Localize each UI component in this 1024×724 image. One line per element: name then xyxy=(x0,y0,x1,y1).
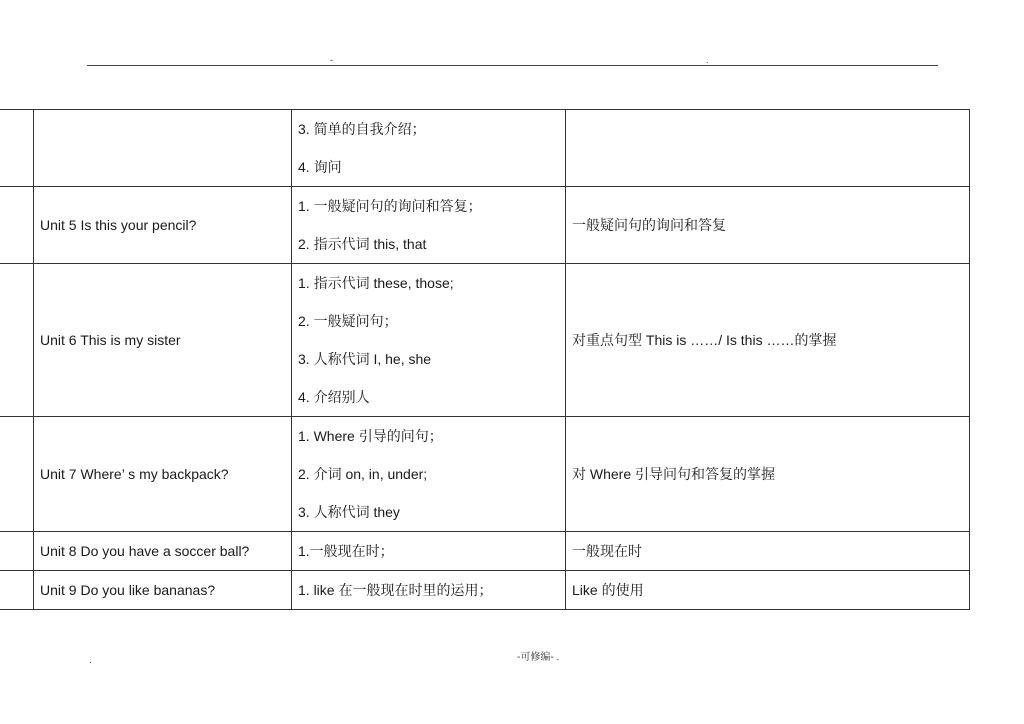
margin-cell xyxy=(0,264,34,417)
footer-note: -可修编- . xyxy=(517,652,560,663)
knowledge-point: 1. 一般疑问句的询问和答复； xyxy=(298,198,482,214)
focus-cell: 对 Where 引导问句和答复的掌握 xyxy=(566,417,970,532)
knowledge-point: 3. 人称代词 I, he, she xyxy=(298,351,432,367)
header-rule xyxy=(87,65,938,66)
table-row xyxy=(0,187,970,264)
header-mark-right: . xyxy=(706,55,709,65)
unit-title-cell: Unit 6 This is my sister xyxy=(34,264,292,417)
focus-cell: 对重点句型 This is ……/ Is this ……的掌握 xyxy=(566,264,970,417)
curriculum-table-body xyxy=(0,110,970,610)
table-row xyxy=(0,532,970,571)
margin-cell xyxy=(0,532,34,571)
unit-title-cell: Unit 7 Where’ s my backpack? xyxy=(34,417,292,532)
footer-dot: . xyxy=(89,655,92,666)
knowledge-point: 2. 介词 on, in, under; xyxy=(298,466,428,482)
unit-title-cell: Unit 8 Do you have a soccer ball? xyxy=(34,532,292,571)
unit-title-cell xyxy=(34,110,292,187)
focus-cell: Like 的使用 xyxy=(566,571,970,610)
knowledge-points-cell xyxy=(292,532,566,571)
knowledge-point: 1. Where 引导的问句； xyxy=(298,428,443,444)
knowledge-points-cell xyxy=(292,571,566,610)
knowledge-points-cell xyxy=(292,110,566,187)
knowledge-point: 1. 指示代词 these, those; xyxy=(298,275,454,291)
knowledge-points-cell xyxy=(292,187,566,264)
margin-cell xyxy=(0,187,34,264)
knowledge-point: 1. like 在一般现在时里的运用； xyxy=(298,582,493,598)
table-row xyxy=(0,417,970,532)
knowledge-point: 4. 介绍别人 xyxy=(298,389,370,405)
knowledge-point: 2. 一般疑问句； xyxy=(298,313,398,329)
focus-cell: 一般现在时 xyxy=(566,532,970,571)
knowledge-points-cell xyxy=(292,417,566,532)
table-row xyxy=(0,264,970,417)
table-row xyxy=(0,110,970,187)
curriculum-table xyxy=(0,109,970,610)
knowledge-point: 3. 简单的自我介绍； xyxy=(298,121,426,137)
focus-cell: 一般疑问句的询问和答复 xyxy=(566,187,970,264)
knowledge-point: 2. 指示代词 this, that xyxy=(298,236,427,252)
unit-title-cell: Unit 9 Do you like bananas? xyxy=(34,571,292,610)
knowledge-points-cell xyxy=(292,264,566,417)
focus-cell xyxy=(566,110,970,187)
margin-cell xyxy=(0,417,34,532)
knowledge-point: 3. 人称代词 they xyxy=(298,504,400,520)
margin-cell xyxy=(0,571,34,610)
table-row xyxy=(0,571,970,610)
knowledge-point: 1.一般现在时； xyxy=(298,543,394,559)
knowledge-point: 4. 询问 xyxy=(298,159,342,175)
unit-title-cell: Unit 5 Is this your pencil? xyxy=(34,187,292,264)
header-mark-left: - xyxy=(330,55,333,65)
margin-cell xyxy=(0,110,34,187)
